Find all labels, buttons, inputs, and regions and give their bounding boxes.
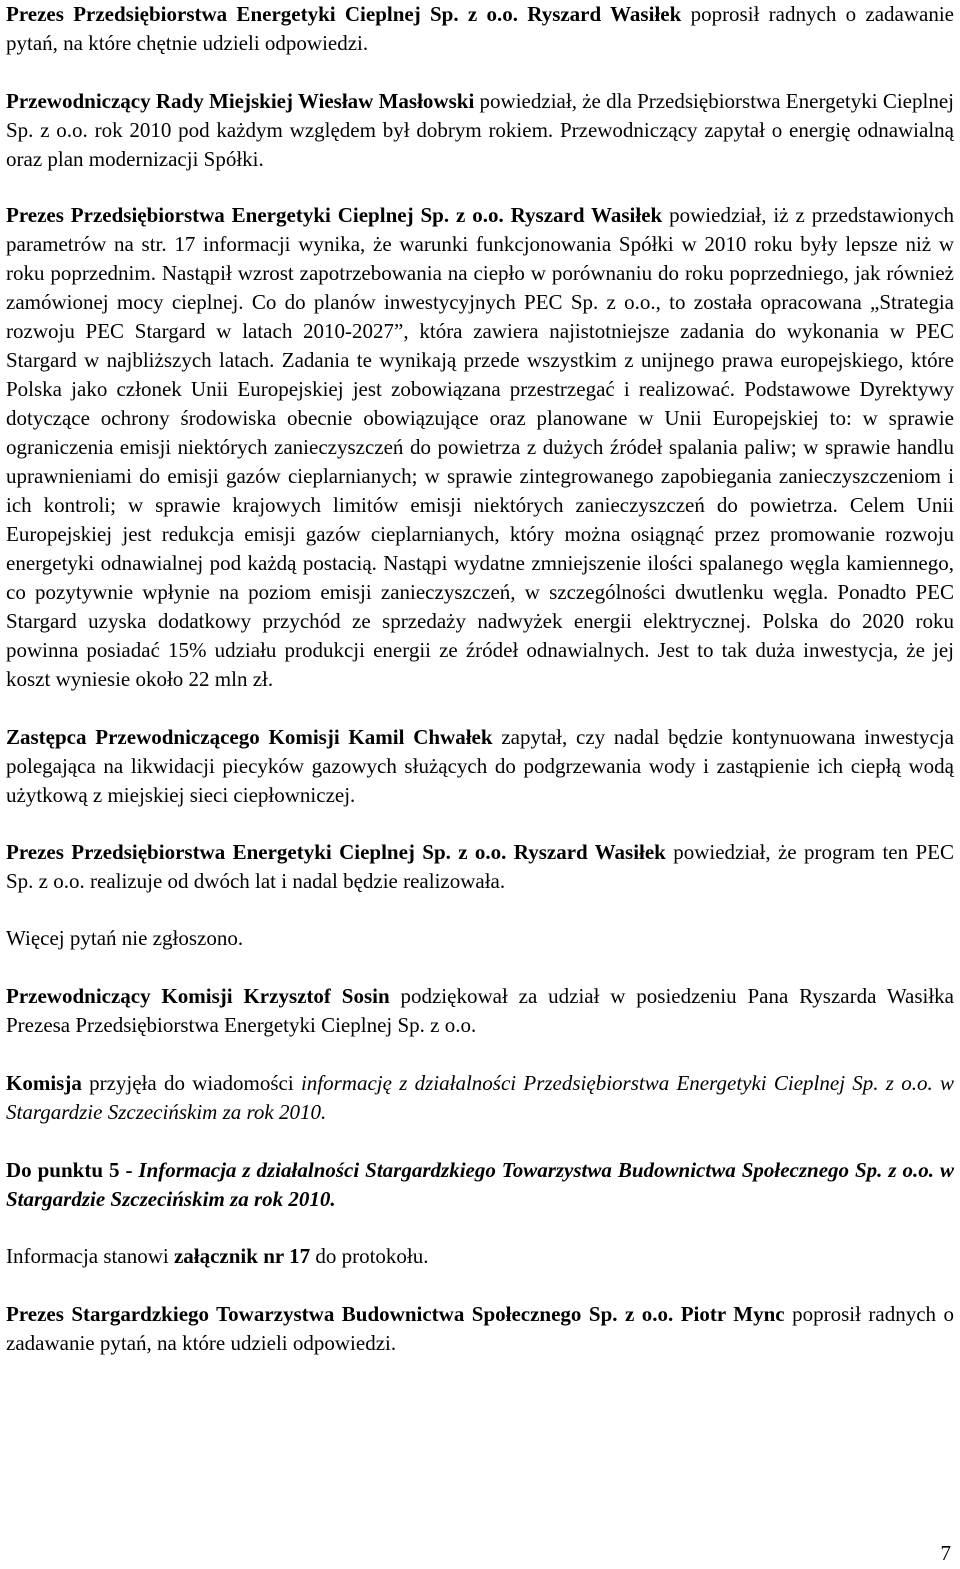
- paragraph-text: Więcej pytań nie zgłoszono.: [6, 926, 244, 950]
- paragraph-8: [6, 1069, 954, 1127]
- paragraph-text: zapytał, czy nadal będzie kontynuowana inwestycja polegająca na likwidacji piecyków gazowych służących do podgrzewania wody i zastąpienie ich ciepłą wodą użytkową z miejskiej sieci ciepłowniczej.: [6, 725, 954, 807]
- paragraph-text: Informacja stanowi: [6, 1244, 174, 1268]
- paragraph-text: powiedział, iż z przedstawionych parametrów na str. 17 informacji wynika, że warunki funkcjonowania Spółki w 2010 roku były lepsze niż w roku poprzednim. Nastąpił wzrost zapotrzebowania na ciepło w porównaniu do roku poprzedniego, jak również zamówionej mocy cieplnej. Co do planów inwestycyjnych PEC Sp. z o.o., to została opracowana „Strategia rozwoju PEC Stargard w latach 2010-2027”, która zawiera najistotniejsze zadania do wykonania w PEC Stargard w najbliższych latach. Zadania te wynikają przede wszystkim z unijnego prawa europejskiego, które Polska jako członek Unii Europejskiej jest zobowiązana przestrzegać i realizować. Podstawowe Dyrektywy dotyczące ochrony środowiska obecnie obowiązujące oraz planowane w Unii Europejskiej to: w sprawie ograniczenia emisji niektórych zanieczyszczeń do powietrza z dużych źródeł spalania paliw; w sprawie handlu uprawnieniami do emisji gazów cieplarnianych; w sprawie zintegrowanego zapobiegania zanieczyszczeniom i ich kontroli; w sprawie krajowych limitów emisji niektórych zanieczyszczeń do powietrza. Celem Unii Europejskiej jest redukcja emisji gazów cieplarnianych, który można osiągnąć przez promowanie rozwoju energetyki odnawialnej pod każdą postacią. Nastąpi wydatne zmniejszenie ilości spalanego węgla kamiennego, co pozytywnie wpłynie na poziom emisji zanieczyszczeń, w szczególności dwutlenku węgla. Ponadto PEC Stargard uzyska dodatkowy przychód ze sprzedaży nadwyżek energii elektrycznej. Polska do 2020 roku powinna posiadać 15% udziału produkcji energii ze źródeł odnawialnych. Jest to tak duża inwestycja, że jej koszt wyniesie około 22 mln zł.: [6, 203, 954, 691]
- paragraph-text: powiedział, że dla Przedsiębiorstwa Energetyki Cieplnej Sp. z o.o. rok 2010 pod każdym względem był dobrym rokiem. Przewodniczący zapytał o energię odnawialną oraz plan modernizacji Spółki.: [6, 89, 954, 171]
- paragraph-5: [6, 838, 954, 896]
- paragraph-1: [6, 0, 954, 58]
- speaker-name: Prezes Przedsiębiorstwa Energetyki Cieplnej Sp. z o.o. Ryszard Wasiłek: [6, 840, 666, 864]
- speaker-name: Prezes Przedsiębiorstwa Energetyki Cieplnej Sp. z o.o. Ryszard Wasiłek: [6, 2, 682, 26]
- agenda-item-title: Informacja z działalności Stargardzkiego Towarzystwa Budownictwa Społecznego Sp. z o.o. w Stargardzie Szczecińskim za rok 2010.: [6, 1158, 954, 1211]
- agenda-item-number: Do punktu 5 -: [6, 1158, 139, 1182]
- paragraph-text: poprosił radnych o zadawanie pytań, na które udzieli odpowiedzi.: [6, 1302, 954, 1355]
- speaker-name: Komisja: [6, 1071, 82, 1095]
- document-page: [6, 0, 954, 1358]
- italic-title: informację z działalności Przedsiębiorstwa Energetyki Cieplnej Sp. z o.o. w Stargardzie Szczecińskim za rok 2010.: [6, 1071, 954, 1124]
- paragraph-2: [6, 87, 954, 174]
- paragraph-text: podziękował za udział w posiedzeniu Pana Ryszarda Wasiłka Prezesa Przedsiębiorstwa Energetyki Cieplnej Sp. z o.o.: [6, 984, 955, 1037]
- speaker-name: Przewodniczący Rady Miejskiej Wiesław Masłowski: [6, 89, 475, 113]
- paragraph-attachment: [6, 1242, 954, 1271]
- attachment-label: załącznik nr 17: [173, 1244, 311, 1268]
- speaker-name: Prezes Stargardzkiego Towarzystwa Budownictwa Społecznego Sp. z o.o. Piotr Mync: [6, 1302, 785, 1326]
- speaker-name: Prezes Przedsiębiorstwa Energetyki Cieplnej Sp. z o.o. Ryszard Wasiłek: [6, 203, 663, 227]
- paragraph-text: powiedział, że program ten PEC Sp. z o.o. realizuje od dwóch lat i nadal będzie realizowała.: [6, 840, 954, 893]
- paragraph-text: poprosił radnych o zadawanie pytań, na które chętnie udzieli odpowiedzi.: [6, 2, 954, 55]
- paragraph-4: [6, 723, 954, 810]
- paragraph-3: [6, 201, 954, 694]
- paragraph-text: do protokołu.: [310, 1244, 429, 1268]
- paragraph-7: [6, 982, 954, 1040]
- paragraph-6: [6, 924, 954, 953]
- page-number: 7: [940, 1541, 951, 1565]
- speaker-name: Zastępca Przewodniczącego Komisji Kamil Chwałek: [6, 725, 493, 749]
- paragraph-11: [6, 1300, 954, 1358]
- speaker-name: Przewodniczący Komisji Krzysztof Sosin: [6, 984, 390, 1008]
- paragraph-text: przyjęła do wiadomości: [81, 1071, 301, 1095]
- agenda-item-heading: [6, 1156, 954, 1214]
